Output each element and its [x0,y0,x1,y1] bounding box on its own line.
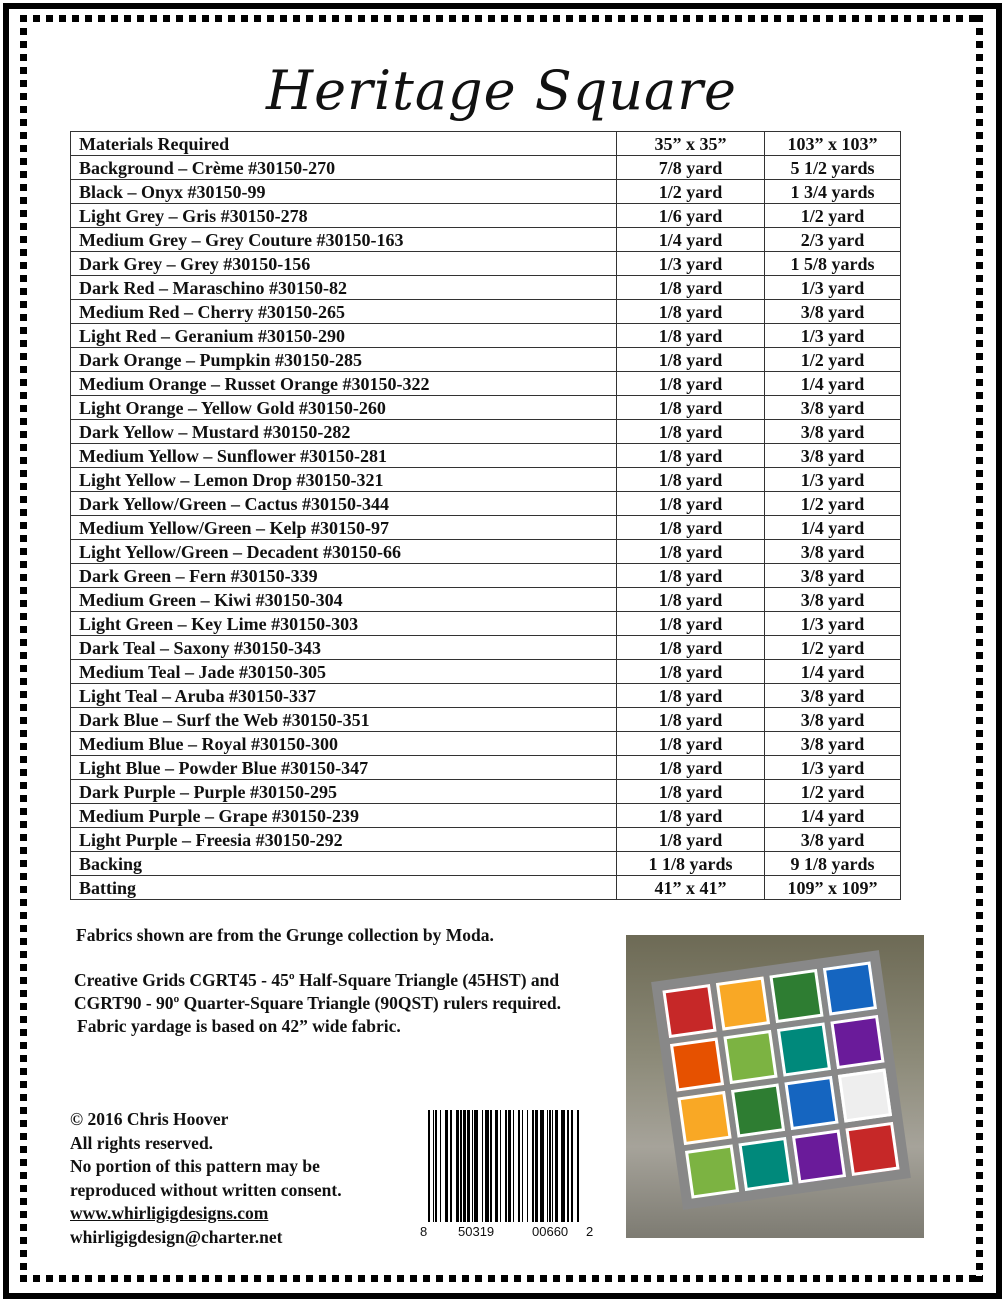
barcode-bar [518,1110,520,1222]
rights-line: All rights reserved. [70,1132,214,1153]
barcode-bar [428,1110,430,1222]
table-row [71,492,901,516]
barcode-bar [433,1110,434,1222]
cell-large-size: 3/8 yard [765,540,901,564]
table-row [71,708,901,732]
cell-small-size: 1/8 yard [617,564,765,588]
quilt-block [845,1122,899,1176]
quilt-block [662,984,716,1038]
cell-small-size: 1/8 yard [617,756,765,780]
cell-small-size: 1/8 yard [617,660,765,684]
cell-material: Medium Orange – Russet Orange #30150-322 [71,372,617,396]
barcode-bar [577,1110,579,1222]
quilt-block [784,1076,838,1130]
quilt-block [670,1037,724,1091]
cell-small-size: 1/8 yard [617,828,765,852]
barcode-bar [440,1110,441,1222]
notice-line: No portion of this pattern may be [70,1156,320,1176]
barcode-bar [549,1110,551,1222]
cell-large-size: 3/8 yard [765,684,901,708]
quilt-block [677,1091,731,1145]
cell-material: Backing [71,852,617,876]
barcode-bar [463,1110,466,1222]
cell-material: Dark Red – Maraschino #30150-82 [71,276,617,300]
barcode-bar [522,1110,523,1222]
cell-large-size: 2/3 yard [765,228,901,252]
cell-material: Medium Teal – Jade #30150-305 [71,660,617,684]
quilt-block [738,1137,792,1191]
cell-large-size: 1/2 yard [765,348,901,372]
quilt-block [792,1129,846,1183]
table-row [71,324,901,348]
cell-large-size: 3/8 yard [765,396,901,420]
barcode-bar [456,1110,459,1222]
cell-small-size: 41” x 41” [617,876,765,900]
barcode-bar [571,1110,573,1222]
cell-material: Light Yellow – Lemon Drop #30150-321 [71,468,617,492]
table-row [71,180,901,204]
cell-material: Dark Purple – Purple #30150-295 [71,780,617,804]
cell-small-size: 1/8 yard [617,708,765,732]
table-row [71,636,901,660]
cell-material: Background – Crème #30150-270 [71,156,617,180]
cell-large-size: 9 1/8 yards [765,852,901,876]
cell-large-size: 1/3 yard [765,324,901,348]
cell-large-size: 1/3 yard [765,612,901,636]
table-row [71,348,901,372]
cell-small-size: 1/8 yard [617,780,765,804]
cell-small-size: 1/8 yard [617,468,765,492]
table-header-row [71,132,901,156]
quilt-block [716,976,770,1030]
header-small-size: 35” x 35” [617,132,765,156]
quilt-image [651,950,911,1210]
cell-material: Light Yellow/Green – Decadent #30150-66 [71,540,617,564]
barcode-bars [428,1110,583,1222]
fabrics-note: Fabrics shown are from the Grunge collection by Moda. [76,925,494,945]
rulers-note-2: CGRT90 - 90º Quarter-Square Triangle (90QST) rulers required. [74,993,562,1013]
barcode-bar [485,1110,489,1222]
barcode-bar [490,1110,492,1222]
table-row [71,756,901,780]
barcode-bar [535,1110,538,1222]
quilt-block [685,1144,739,1198]
cell-large-size: 3/8 yard [765,420,901,444]
cell-material: Light Grey – Gris #30150-278 [71,204,617,228]
copyright-line: © 2016 Chris Hoover [70,1109,229,1129]
barcode-bar [555,1110,558,1222]
table-row [71,540,901,564]
barcode-bar [540,1110,544,1222]
barcode-bar [474,1110,478,1222]
cell-small-size: 1/8 yard [617,420,765,444]
table-row [71,780,901,804]
yardage-note: Fabric yardage is based on 42” wide fabric. [77,1016,401,1036]
cell-material: Dark Green – Fern #30150-339 [71,564,617,588]
cell-material: Dark Yellow – Mustard #30150-282 [71,420,617,444]
cell-material: Medium Yellow/Green – Kelp #30150-97 [71,516,617,540]
table-row [71,372,901,396]
table-row [71,804,901,828]
barcode-bar [547,1110,548,1222]
cell-small-size: 1/8 yard [617,588,765,612]
quilt-block [731,1083,785,1137]
cell-large-size: 1/2 yard [765,204,901,228]
cell-large-size: 1/2 yard [765,492,901,516]
barcode-bar [445,1110,448,1222]
table-row [71,276,901,300]
cell-large-size: 1/4 yard [765,804,901,828]
barcode [420,1110,595,1242]
cell-small-size: 1/8 yard [617,612,765,636]
cell-material: Dark Grey – Grey #30150-156 [71,252,617,276]
cell-small-size: 1/8 yard [617,492,765,516]
cell-small-size: 1/6 yard [617,204,765,228]
cell-small-size: 1/8 yard [617,732,765,756]
cell-small-size: 1/8 yard [617,684,765,708]
table-row [71,444,901,468]
cell-small-size: 1/8 yard [617,444,765,468]
cell-large-size: 1/2 yard [765,780,901,804]
table-row [71,252,901,276]
barcode-bar [527,1110,528,1222]
cell-material: Dark Blue – Surf the Web #30150-351 [71,708,617,732]
barcode-digit-check: 2 [586,1224,594,1239]
cell-large-size: 3/8 yard [765,588,901,612]
quilt-block [823,961,877,1015]
table-row [71,828,901,852]
cell-large-size: 1/4 yard [765,516,901,540]
cell-small-size: 1/8 yard [617,804,765,828]
quilt-block [838,1068,892,1122]
barcode-bar [532,1110,534,1222]
cell-material: Light Purple – Freesia #30150-292 [71,828,617,852]
cell-material: Dark Orange – Pumpkin #30150-285 [71,348,617,372]
barcode-bar [495,1110,498,1222]
cell-large-size: 3/8 yard [765,732,901,756]
cell-large-size: 1/4 yard [765,372,901,396]
cell-small-size: 1/8 yard [617,636,765,660]
cell-small-size: 1/8 yard [617,540,765,564]
notice-line-2: reproduced without written consent. [70,1179,342,1200]
cell-large-size: 1 5/8 yards [765,252,901,276]
cell-large-size: 1/4 yard [765,660,901,684]
table-row [71,588,901,612]
email[interactable]: whirligigdesign@charter.net [70,1226,283,1247]
quilt-block [830,1015,884,1069]
cell-large-size: 109” x 109” [765,876,901,900]
cell-material: Dark Yellow/Green – Cactus #30150-344 [71,492,617,516]
quilt-block [777,1022,831,1076]
cell-small-size: 1/8 yard [617,324,765,348]
cell-small-size: 1/2 yard [617,180,765,204]
cell-material: Medium Blue – Royal #30150-300 [71,732,617,756]
barcode-bar [513,1110,514,1222]
cell-material: Light Red – Geranium #30150-290 [71,324,617,348]
table-row [71,732,901,756]
barcode-digit-first: 8 [420,1224,428,1239]
cell-large-size: 1 3/4 yards [765,180,901,204]
cell-material: Medium Yellow – Sunflower #30150-281 [71,444,617,468]
cell-material: Dark Teal – Saxony #30150-343 [71,636,617,660]
table-row [71,564,901,588]
barcode-bar [561,1110,565,1222]
cell-large-size: 3/8 yard [765,444,901,468]
cell-small-size: 7/8 yard [617,156,765,180]
cell-large-size: 1/3 yard [765,276,901,300]
table-row [71,612,901,636]
cell-material: Medium Purple – Grape #30150-239 [71,804,617,828]
cell-material: Light Teal – Aruba #30150-337 [71,684,617,708]
cell-small-size: 1/8 yard [617,348,765,372]
cell-small-size: 1/3 yard [617,252,765,276]
header-materials: Materials Required [71,132,617,156]
website-link[interactable]: www.whirligigdesigns.com [70,1203,269,1223]
barcode-bar [508,1110,511,1222]
cell-material: Light Green – Key Lime #30150-303 [71,612,617,636]
table-row [71,684,901,708]
cell-small-size: 1/8 yard [617,516,765,540]
cell-small-size: 1/4 yard [617,228,765,252]
cell-small-size: 1/8 yard [617,372,765,396]
barcode-bar [552,1110,553,1222]
cell-material: Medium Grey – Grey Couture #30150-163 [71,228,617,252]
cell-large-size: 1/3 yard [765,468,901,492]
cell-material: Black – Onyx #30150-99 [71,180,617,204]
cell-material: Batting [71,876,617,900]
table-row [71,300,901,324]
barcode-bar [450,1110,452,1222]
barcode-bar [435,1110,437,1222]
cell-small-size: 1/8 yard [617,396,765,420]
table-row [71,660,901,684]
table-row [71,204,901,228]
cell-material: Light Blue – Powder Blue #30150-347 [71,756,617,780]
barcode-bar [567,1110,569,1222]
barcode-bar [472,1110,473,1222]
cell-small-size: 1 1/8 yards [617,852,765,876]
cell-material: Light Orange – Yellow Gold #30150-260 [71,396,617,420]
table-row [71,420,901,444]
cell-large-size: 3/8 yard [765,300,901,324]
cell-large-size: 1/3 yard [765,756,901,780]
barcode-bar [505,1110,507,1222]
table-row [71,156,901,180]
cell-large-size: 1/2 yard [765,636,901,660]
cell-small-size: 1/8 yard [617,276,765,300]
table-row [71,876,901,900]
cell-material: Medium Red – Cherry #30150-265 [71,300,617,324]
barcode-bar [460,1110,462,1222]
cell-material: Medium Green – Kiwi #30150-304 [71,588,617,612]
cell-large-size: 5 1/2 yards [765,156,901,180]
table-row [71,516,901,540]
copyright-block [70,1108,342,1249]
barcode-bar [467,1110,470,1222]
barcode-bar [500,1110,501,1222]
quilt-photo [626,935,924,1238]
cell-large-size: 3/8 yard [765,708,901,732]
cell-large-size: 3/8 yard [765,564,901,588]
table-row [71,468,901,492]
table-row [71,852,901,876]
table-row [71,396,901,420]
table-row [71,228,901,252]
cell-small-size: 1/8 yard [617,300,765,324]
barcode-digits-right: 00660 [532,1224,569,1239]
materials-table [70,131,901,900]
barcode-digits-left: 50319 [458,1224,495,1239]
barcode-bar [482,1110,483,1222]
quilt-block [769,969,823,1023]
header-large-size: 103” x 103” [765,132,901,156]
cell-large-size: 3/8 yard [765,828,901,852]
quilt-block [723,1030,777,1084]
page-title: Heritage Square [265,59,738,122]
rulers-note-1: Creative Grids CGRT45 - 45º Half-Square Triangle (45HST) and [74,970,560,990]
